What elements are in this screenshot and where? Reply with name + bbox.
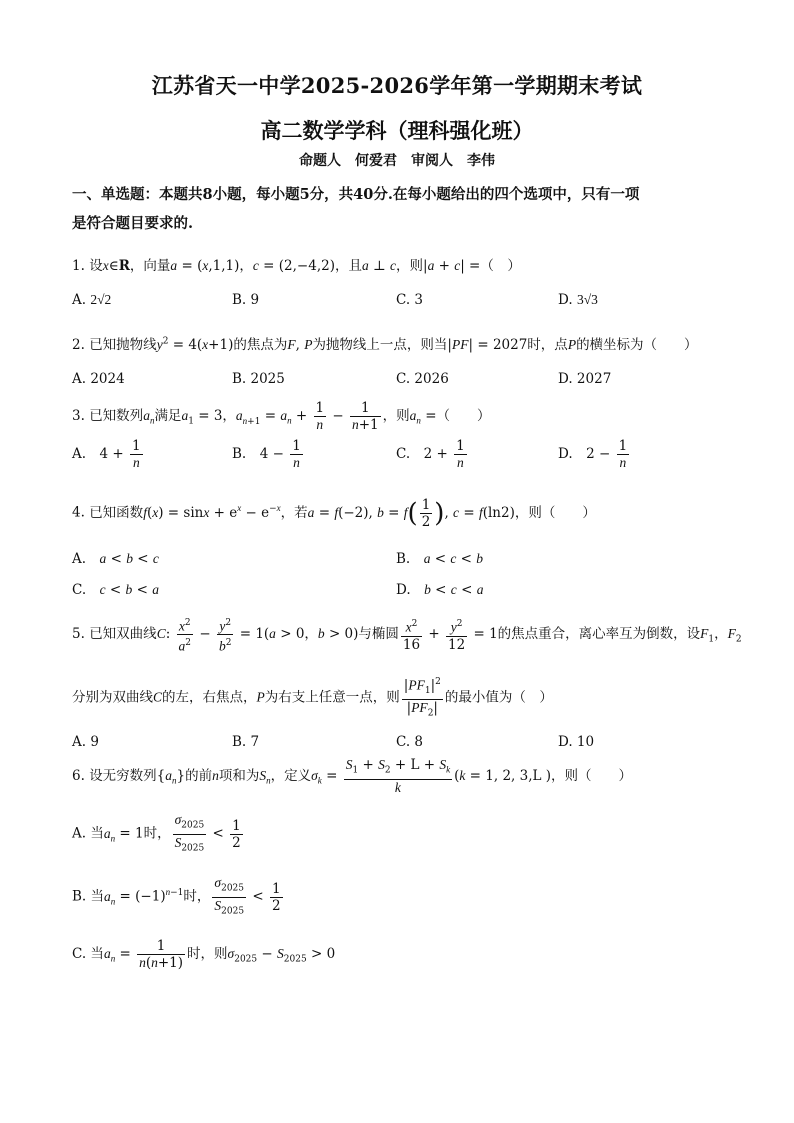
question-number: 6. — [72, 768, 85, 784]
q1-option-b: B. 9 — [232, 292, 260, 308]
question-2 — [72, 333, 752, 353]
exam-authors: 命题人 何爱君 审阅人 李伟 — [299, 153, 495, 169]
section-heading-line2: 是符合题目要求的. — [72, 215, 194, 232]
question-5 — [72, 614, 752, 660]
q5-option-d: D. 10 — [558, 734, 595, 750]
section-heading-line1: 一、单选题：本题共8小题，每小题5分，共40分.在每小题给出的四个选项中，只有一项 — [72, 186, 640, 203]
q4-option-d: D. b < c < a — [396, 582, 484, 598]
q6-option-b: B. 当$a_n = (-1)^{n-1}$时， $\frac{\sigma_{2025}}{S_{2025}}$ < $\frac{1}{2}$ — [72, 874, 281, 917]
question-6 — [72, 756, 752, 801]
q5-option-a: A. 9 — [72, 734, 99, 750]
question-number: 1. — [72, 258, 85, 274]
question-1 — [72, 254, 752, 274]
exam-subtitle: 高二数学学科（理科强化班） — [260, 118, 534, 143]
question-text: 设x∈R，向量a = (x,1,1)，c = (2,−4,2)，且a ⊥ c，则|a + c| =（ ） — [89, 258, 521, 274]
q2-option-d: D. 2027 — [558, 371, 612, 387]
question-text: 已知数列$a_n$满足$a_1 = 3$，$a_{n+1} = a_n$ + $\frac{1}{n}$ − $\frac{1}{n+1}$ ，则$a_n$ =（ ） — [89, 400, 491, 433]
q3-option-d: D. 2 − $\frac{1}{n}$ — [558, 438, 628, 470]
q2-option-c: C. 2026 — [396, 371, 449, 387]
q3-option-c: C. 2 + $\frac{1}{n}$ — [396, 438, 465, 470]
q5-option-c: C. 8 — [396, 734, 424, 750]
section-heading — [72, 180, 732, 238]
question-text: 已知函数$f(x) = \sin x + e^x - e^{-x}$，若a = f(−2), b = f( $\frac{1}{2}$ ), c = f(ln2)，则（ ） — [89, 496, 596, 530]
q4-option-a: A. a < b < c — [72, 551, 159, 567]
question-text: 已知双曲线C: $\frac{x^2}{a^2}$ − $\frac{y^2}{b^2}$ = 1(a > 0，b > 0)与椭圆 $\frac{x^2}{16}$ + $\frac{y^2}{12}$ = 1的焦点重合，离心率互为倒数，设$F_1$，$F_2$ — [89, 626, 741, 642]
q2-option-a: A. 2024 — [72, 371, 125, 387]
q3-option-b: B. 4 − $\frac{1}{n}$ — [232, 438, 301, 470]
q2-option-b: B. 2025 — [232, 371, 285, 387]
question-number: 5. — [72, 626, 85, 642]
q4-option-c: C. c < b < a — [72, 582, 159, 598]
question-text: 已知抛物线$y^2 = 4(x+1)$的焦点为F, P为抛物线上一点，则当|PF| = 2027时，点P的横坐标为（ ） — [89, 336, 698, 353]
q1-option-c: C. 3 — [396, 292, 424, 308]
q1-option-d: D. 3√3 — [558, 292, 598, 308]
q6-option-a: A. 当$a_n = 1$时， $\frac{\sigma_{2025}}{S_{2025}}$ < $\frac{1}{2}$ — [72, 812, 241, 854]
q6-option-c: C. 当$a_n$ = $\frac{1}{n(n+1)}$ 时，则$\sigma_{2025} - S_{2025} > 0$ — [72, 938, 336, 971]
question-number: 3. — [72, 408, 85, 424]
question-5-cont: 分别为双曲线C的左，右焦点，P为右支上任意一点，则 $\frac{|PF_1|^2}{|PF_2|}$ 的最小值为（ ） — [72, 674, 752, 722]
question-number: 2. — [72, 337, 85, 353]
question-4 — [72, 488, 752, 533]
question-number: 4. — [72, 504, 85, 521]
question-text: 设无穷数列$\{a_n\}$的前n项和为$S_n$，定义$\sigma_k$ = $\frac{S_1 + S_2 + L + S_k}{k}$ (k = 1, 2, 3,L )，则（ ） — [89, 757, 633, 795]
q4-option-b: B. a < c < b — [396, 551, 484, 567]
q1-option-a: A. 2√2 — [72, 292, 112, 308]
q3-option-a: A. 4 + $\frac{1}{n}$ — [72, 438, 141, 470]
exam-title: 江苏省天一中学2025-2026学年第一学期期末考试 — [151, 73, 643, 98]
q5-option-b: B. 7 — [232, 734, 260, 750]
question-3 — [72, 398, 752, 440]
